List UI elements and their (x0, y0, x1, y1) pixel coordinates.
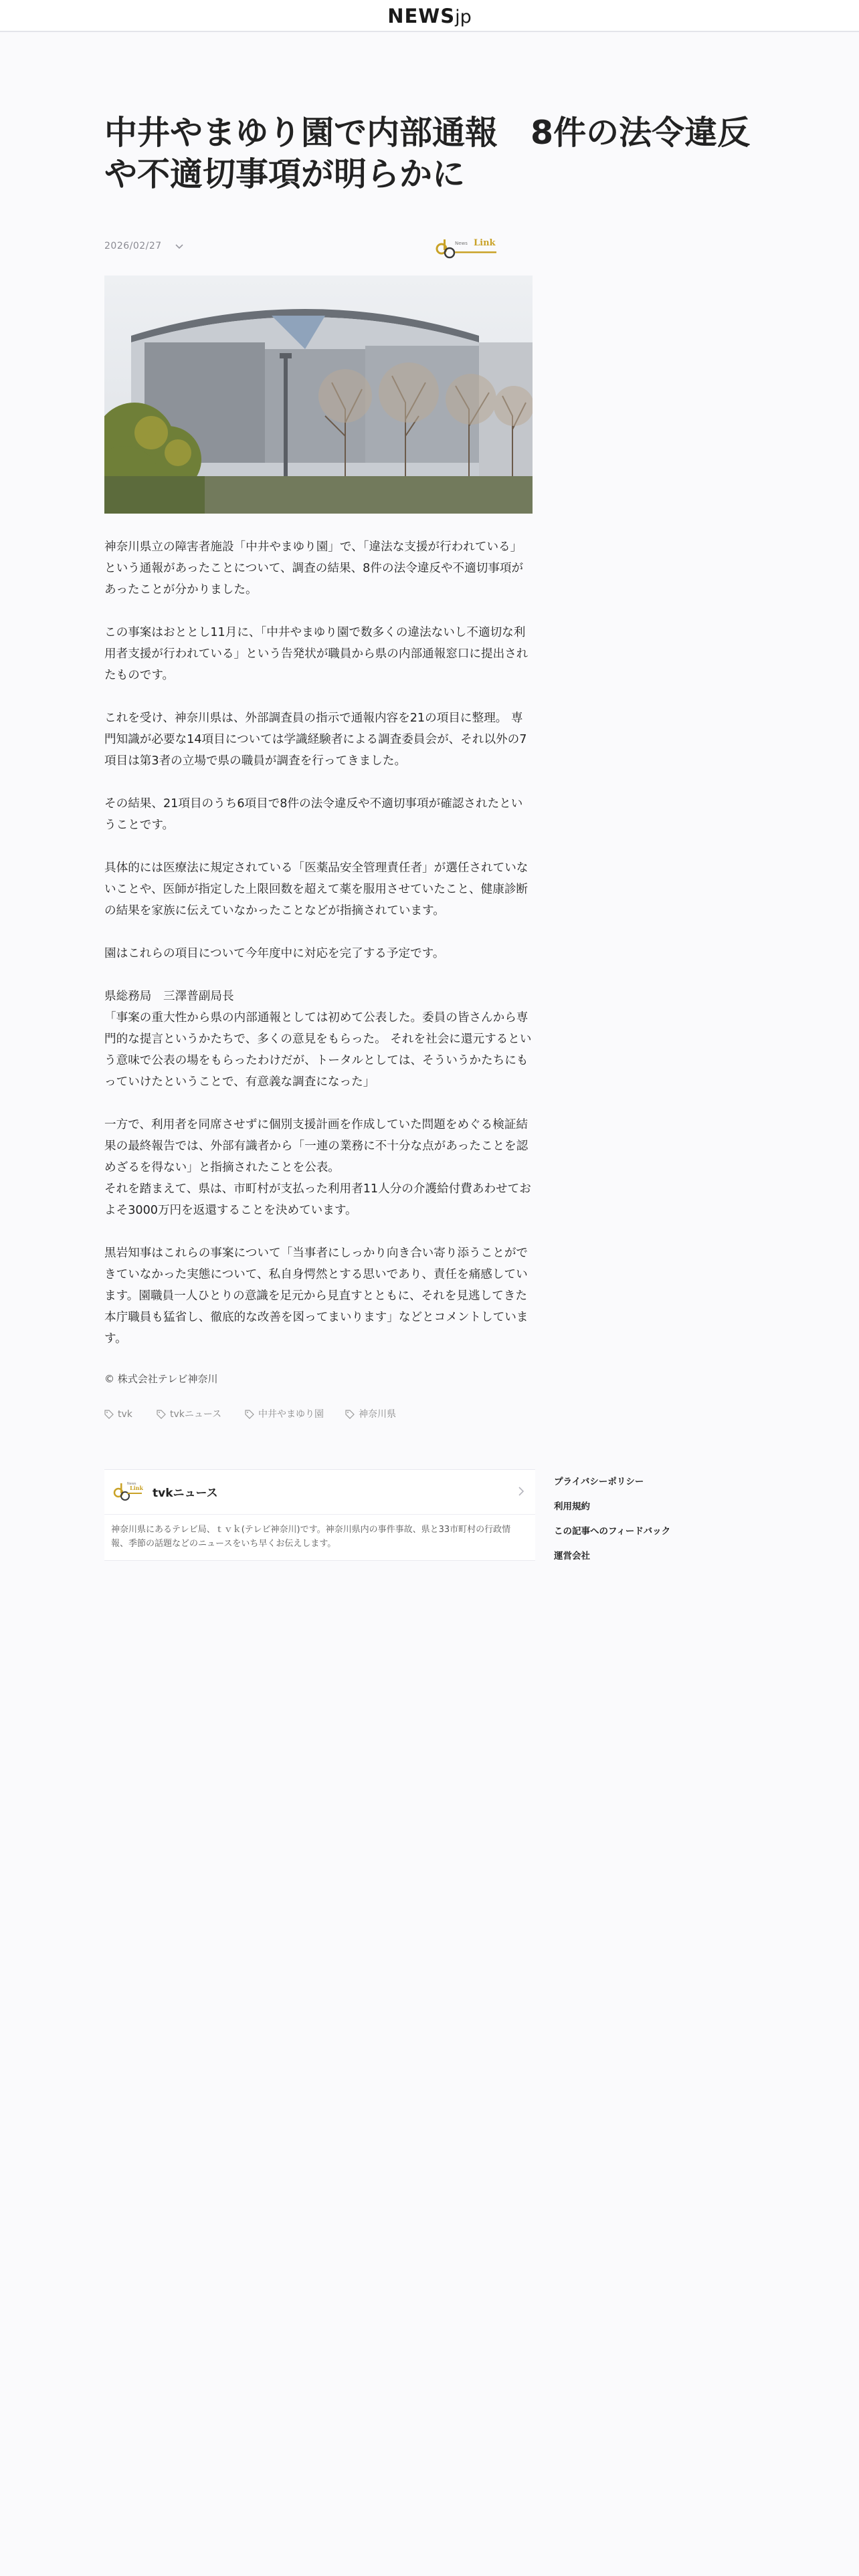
tag-label: 中井やまゆり園 (258, 1409, 324, 1420)
feedback-link[interactable]: この記事へのフィードバック (554, 1526, 671, 1537)
site-header (0, 0, 859, 32)
article-date: 2026/02/27 (104, 241, 162, 251)
provider-card (104, 1469, 535, 1561)
tag-icon (245, 1410, 254, 1419)
tag-icon (104, 1410, 114, 1419)
tag-label: tvkニュース (170, 1409, 222, 1420)
article (104, 48, 751, 1424)
news-link-logo[interactable] (435, 237, 499, 259)
article-meta (104, 238, 533, 261)
chevron-down-icon[interactable] (173, 239, 186, 253)
article-paragraph: 一方で、利用者を同席させずに個別支援計画を作成していた問題をめぐる検証結果の最終報告では、外部有識者から「一連の業務に不十分な点があったことを認めざるを得ない」と指摘されたことを公表。 それを踏まえて、県は、市町村が支払った利用者11人分の介護給付費あわせておよそ3000万円を返還することを決めています。 (104, 1118, 531, 1217)
article-paragraph: 園はこれらの項目について今年度中に対応を完了する予定です。 (104, 947, 445, 960)
article-body (104, 536, 533, 1350)
tag-list (104, 1407, 533, 1424)
article-paragraph: これを受け、神奈川県は、外部調査員の指示で通報内容を21の項目に整理。 専門知識が必要な14項目については学識経験者による調査委員会が、それ以外の7項目は第3者の立場で県の職員が調査を行ってきました。 (104, 712, 527, 768)
article-paragraph: 県総務局 三澤普副局長 「事案の重大性から県の内部通報としては初めて公表した。委員の皆さんから専門的な提言というかたちで、多くの意見をもらった。 それを社会に還元するという意味で公表の場をもらったわけだが、トータルとしては、そういうかたちにもっていけたということで、有意義な調査になった」 (104, 990, 532, 1089)
tag-link[interactable] (104, 1407, 132, 1422)
provider-logo-small: News (127, 1482, 136, 1486)
operator-link[interactable]: 運営会社 (554, 1551, 590, 1562)
provider-logo-text: Link (130, 1485, 143, 1491)
tag-icon (157, 1410, 166, 1419)
source-logo-text: Link (474, 238, 496, 248)
tag-link[interactable] (157, 1407, 221, 1422)
provider-logo (112, 1478, 143, 1505)
logo-sub: jp (455, 7, 472, 27)
article-title: 中井やまゆり園で内部通報 8件の法令違反や不適切事項が明らかに (104, 114, 751, 193)
source-logo-small: News (455, 241, 468, 246)
provider-description: 神奈川県にあるテレビ局、ｔｖｋ(テレビ神奈川)です。神奈川県内の事件事故、県と33市町村の行政情報、季節の話題などのニュースをいち早くお伝えします。 (111, 1525, 511, 1549)
article-paragraph: 具体的には医療法に規定されている「医薬品安全管理責任者」が選任されていないことや、医師が指定した上限回数を超えて薬を服用させていたこと、健康診断の結果を家族に伝えていなかったことなどが指摘されています。 (104, 861, 529, 918)
article-paragraph: 黒岩知事はこれらの事案について「当事者にしっかり向き合い寄り添うことができていなかった実態について、私自身愕然とする思いであり、責任を痛感しています。園職員一人ひとりの意識を足元から見直すとともに、それを見逃してきた本庁職員も猛省し、徹底的な改善を図ってまいります」などとコメントしています。 (104, 1247, 529, 1346)
article-hero-image (104, 276, 533, 514)
tag-label: 神奈川県 (359, 1409, 396, 1420)
provider-name: tvkニュース (153, 1487, 218, 1500)
logo-main: NEWS (387, 5, 456, 27)
newsjp-logo[interactable] (0, 5, 859, 29)
article-paragraph: その結果、21項目のうち6項目で8件の法令違反や不適切事項が確認されたということです。 (104, 797, 523, 832)
tag-link[interactable] (245, 1407, 324, 1422)
footer-links (554, 1475, 728, 1574)
tag-label: tvk (118, 1409, 132, 1420)
terms-link[interactable]: 利用規約 (554, 1501, 590, 1512)
article-paragraph: この事案はおととし11月に、「中井やまゆり園で数多くの違法ないし不適切な利用者支援が行われている」という告発状が職員から県の内部通報窓口に提出されたものです。 (104, 626, 529, 682)
tag-icon (345, 1410, 355, 1419)
article-paragraph: 神奈川県立の障害者施設「中井やまゆり園」で、「違法な支援が行われている」という通報があったことについて、調査の結果、8件の法令違反や不適切事項があったことが分かりました。 (104, 540, 524, 597)
chevron-right-icon (514, 1485, 527, 1498)
tag-link[interactable] (345, 1407, 396, 1422)
privacy-policy-link[interactable]: プライバシーポリシー (554, 1477, 644, 1487)
provider-link[interactable] (104, 1470, 535, 1515)
copyright: © 株式会社テレビ神奈川 (104, 1373, 218, 1385)
